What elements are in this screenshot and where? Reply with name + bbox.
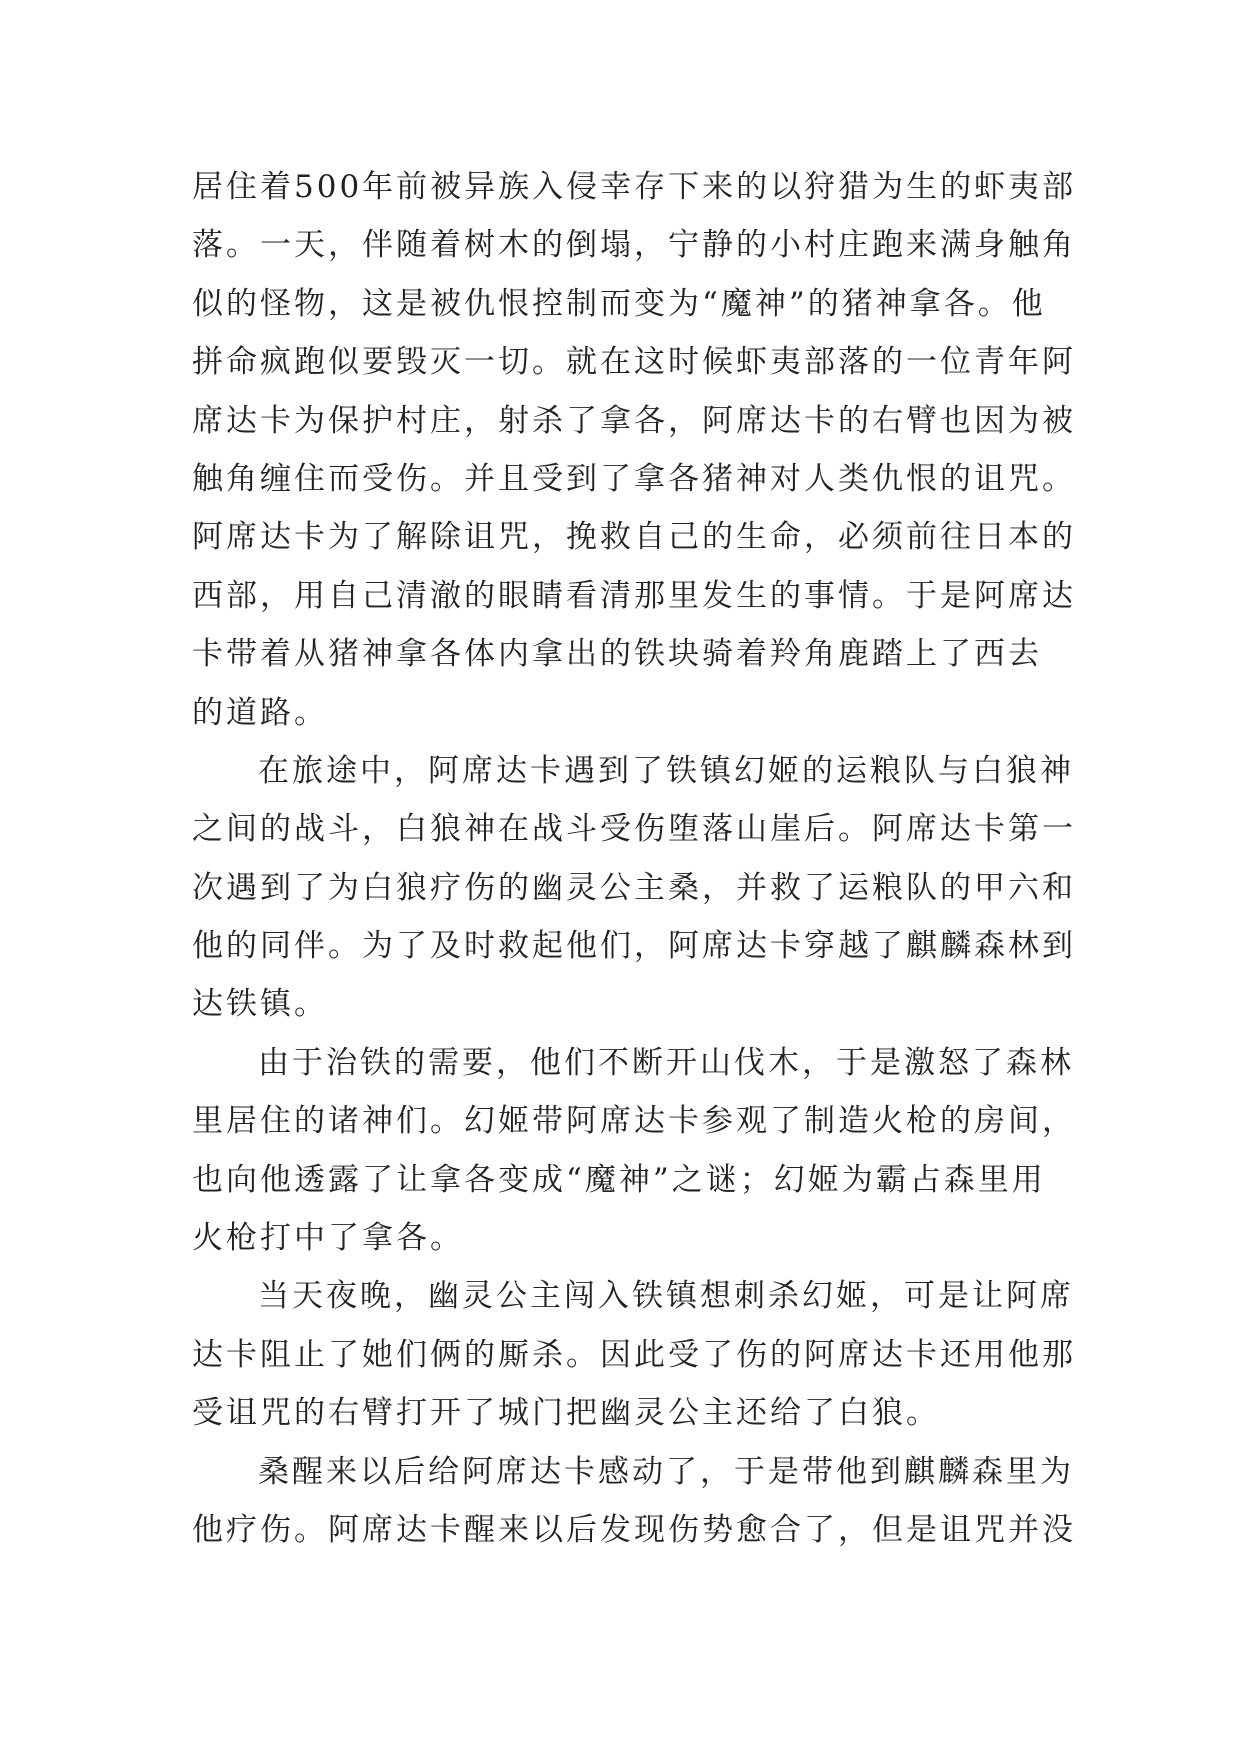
paragraph-first-line: 当天夜晚，幽灵公主闯入铁镇想刺杀幻姬，可是让阿席: [258, 1278, 1074, 1315]
text-line: 达铁镇。: [192, 986, 328, 1023]
text-line: 西部，用自己清澈的眼睛看清那里发生的事情。于是阿席达: [192, 577, 1076, 614]
text-line: 阿席达卡为了解除诅咒，挽救自己的生命，必须前往日本的: [192, 519, 1076, 556]
text-line: 似的怪物，这是被仇恨控制而变为“魔神”的猪神拿各。他: [192, 285, 1046, 322]
text-line: 居住着500年前被异族入侵幸存下来的以狩猎为生的虾夷部: [192, 169, 1077, 205]
document-page: [192, 158, 1077, 1559]
text-line: 的道路。: [192, 694, 328, 731]
paragraph-first-line: 桑醒来以后给阿席达卡感动了，于是带他到麒麟森里为: [258, 1453, 1074, 1490]
text-line: 火枪打中了拿各。: [192, 1220, 464, 1257]
text-line: 触角缠住而受伤。并且受到了拿各猪神对人类仇恨的诅咒。: [192, 460, 1076, 497]
paragraph-first-line: 由于治铁的需要，他们不断开山伐木，于是激怒了森林: [258, 1044, 1074, 1081]
text-line: 落。一天，伴随着树木的倒塌，宁静的小村庄跑来满身触角: [192, 227, 1076, 264]
text-line: 拼命疯跑似要毁灭一切。就在这时候虾夷部落的一位青年阿: [192, 344, 1076, 381]
paragraph-first-line: 在旅途中，阿席达卡遇到了铁镇幻姬的运粮队与白狼神: [258, 752, 1074, 789]
text-line: 卡带着从猪神拿各体内拿出的铁块骑着羚角鹿踏上了西去: [192, 636, 1042, 673]
text-line: 次遇到了为白狼疗伤的幽灵公主桑，并救了运粮队的甲六和: [192, 869, 1076, 906]
text-line: 达卡阻止了她们俩的厮杀。因此受了伤的阿席达卡还用他那: [192, 1336, 1076, 1373]
text-line: 里居住的诸神们。幻姬带阿席达卡参观了制造火枪的房间，: [192, 1103, 1076, 1140]
text-line: 之间的战斗，白狼神在战斗受伤堕落山崖后。阿席达卡第一: [192, 811, 1076, 848]
text-line: 他的同伴。为了及时救起他们，阿席达卡穿越了麒麟森林到: [192, 928, 1076, 965]
text-line: 受诅咒的右臂打开了城门把幽灵公主还给了白狼。: [192, 1395, 940, 1432]
text-line: 也向他透露了让拿各变成“魔神”之谜；幻姬为霸占森里用: [192, 1161, 1046, 1198]
text-line: 他疗伤。阿席达卡醒来以后发现伤势愈合了，但是诅咒并没: [192, 1511, 1076, 1548]
text-line: 席达卡为保护村庄，射杀了拿各，阿席达卡的右臂也因为被: [192, 402, 1076, 439]
